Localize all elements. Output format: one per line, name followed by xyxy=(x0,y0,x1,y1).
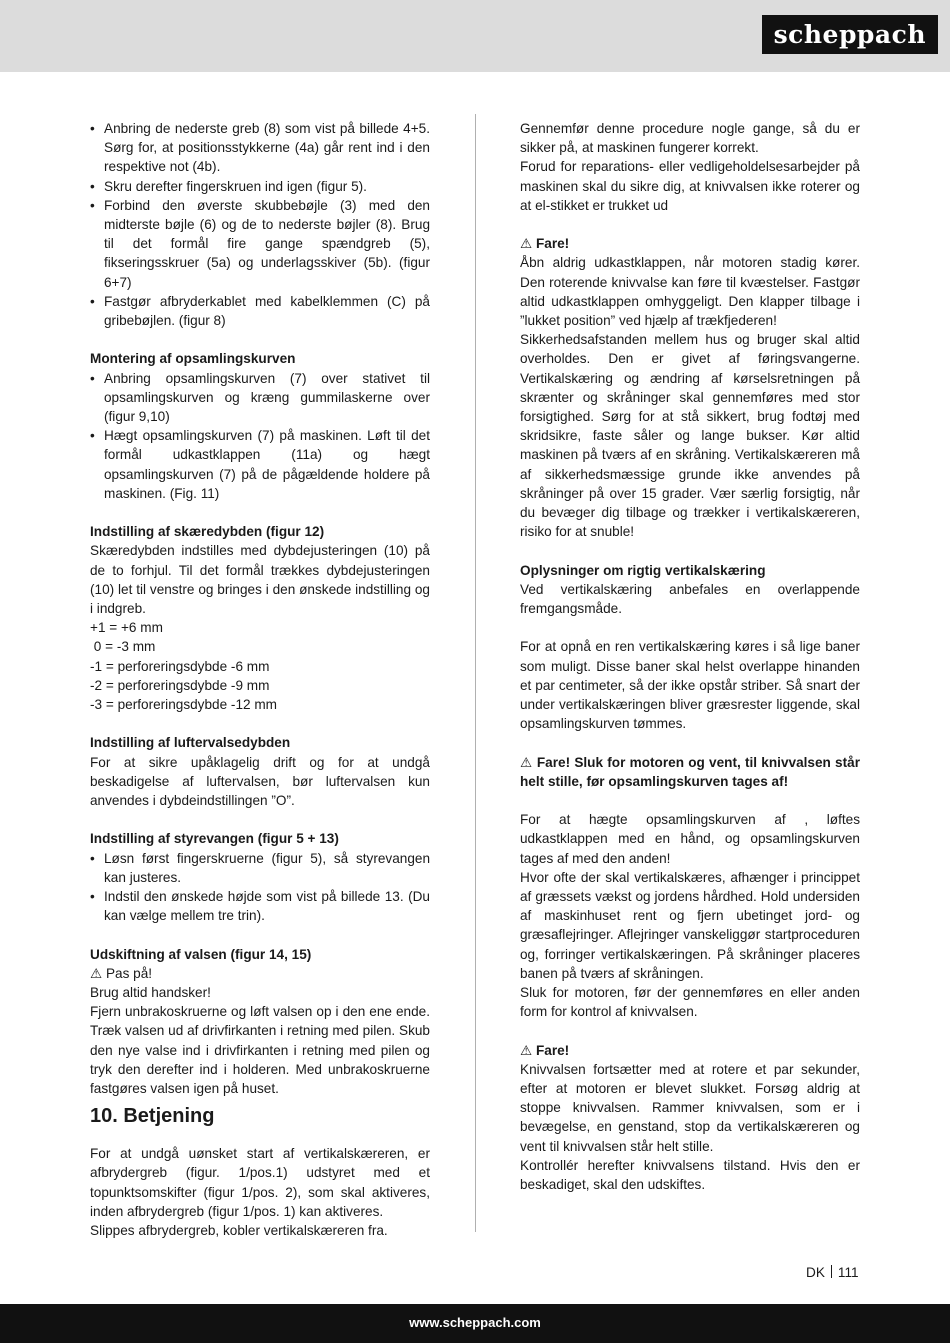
danger-heading xyxy=(520,234,860,253)
section-heading: Oplysninger om rigtig vertikalskæring xyxy=(520,562,766,578)
list-item: • Forbind den øverste skubbebøjle (3) med den midterste bøjle (6) og de to nederste bøjler (8). Brug til det formål fire gange spændgreb (5), fikseringsskruer (5a) og underlagsskiver (5b). (figur 6+7) xyxy=(90,196,430,292)
left-column xyxy=(90,119,430,1240)
list-item: • Anbring de nederste greb (8) som vist på billede 4+5. Sørg for, at positionsstykkerne (4a) går rent ind i den respektive not (4b). xyxy=(90,119,430,177)
page-number xyxy=(806,1265,859,1280)
paragraph: Brug altid handsker! xyxy=(90,985,211,1001)
paragraph: For at undgå uønsket start af vertikalskæreren, er afbrydergreb (figur. 1/pos.1) udstyret med et topunktsomskifter (figur 1/pos. 2), som skal aktiveres, inden afbrydergreb (figur 1/pos. 1) kan aktiveres. xyxy=(90,1146,430,1219)
paragraph: For at sikre upåklagelig drift og for at undgå beskadigelse af luftervalsen, bør luftervalsen kun anvendes i dybdeindstillingen ”O”. xyxy=(90,754,430,809)
header-band xyxy=(0,0,950,72)
list-item: • Indstil den ønskede højde som vist på billede 13. (Du kan vælge mellem tre trin). xyxy=(90,887,430,925)
section-heading: Indstilling af skæredybden (figur 12) xyxy=(90,524,325,540)
depth-setting-line: 0 = -3 mm xyxy=(90,639,156,655)
paragraph: Skæredybden indstilles med dybdejusteringen (10) på de to forhjul. Til det formål trækkes dybdejusteringen (10) let til venstre og bringes i den ønskede indstilling og i indgreb. xyxy=(90,543,430,617)
paragraph: Sluk for motoren, før der gennemføres en eller anden form for kontrol af knivvalsen. xyxy=(520,985,860,1020)
right-column xyxy=(520,119,860,1194)
paragraph: Sikkerhedsafstanden mellem hus og bruger skal altid overholdes. Den er givet af føringsvangerne. Vertikalskæring og ændring af kørselsretningen på skrænter og skråninger skal gennemføres med stor forsigtighed. Sørg for at stå sikkert, brug fodtøj med skridsikre, faste såler og lange bukser. Kør altid maskinen på tværs af en skråning. Vertikalskæreren må af sikkerhedsmæssige grunde ikke anvendes på skråninger på over 15 grader. Vær særlig forsigtig, når du bevæger dig tilbage og trækker i vertikalskæreren, risiko for at snuble! xyxy=(520,332,860,540)
list-item: • Anbring opsamlingskurven (7) over stativet til opsamlingskurven og kræng gummilaskerne over (figur 9,10) xyxy=(90,369,430,427)
danger-heading-text: Fare! xyxy=(535,236,570,252)
warning-icon: ⚠ xyxy=(520,1042,533,1058)
paragraph: Forud for reparations- eller vedligeholdelsesarbejder på maskinen skal du sikre dig, at knivvalsen ikke roterer og at el-stikket er trukket ud xyxy=(520,159,860,213)
list-item: • Hægt opsamlingskurven (7) på maskinen. Løft til det formål udkastklappen (11a) og hægt opsamlingskurven (7) på de pågældende holdere på maskinen. (Fig. 11) xyxy=(90,426,430,503)
section-heading: Udskiftning af valsen (figur 14, 15) xyxy=(90,946,312,962)
depth-setting-line: -1 = perforeringsdybde -6 mm xyxy=(90,658,270,674)
assembly-bullet-list xyxy=(90,119,430,330)
page-number-value: 111 xyxy=(837,1265,859,1280)
danger-heading xyxy=(520,1041,860,1060)
chapter-title: 10. Betjening xyxy=(90,1105,215,1128)
paragraph: Fjern unbrakoskruerne og løft valsen op i den ene ende. Træk valsen ud af drivfirkanten i retning med pilen. Skub den nye valse ind i drivfirkanten i retning med pilen og tryk den derefter ind i holderen. Med unbrakoskruerne fastgøres valsen igen på huset. xyxy=(90,1004,430,1097)
list-item: • Løsn først fingerskruerne (figur 5), så styrevangen kan justeres. xyxy=(90,849,430,887)
danger-heading xyxy=(520,753,860,791)
paragraph: For at opnå en ren vertikalskæring køres i så lige baner som muligt. Disse baner skal helst overlappe hinanden et par centimeter, så der ikke opstår striber. Så snart der under vertikalskæringen bliver græsrester liggende, skal opsamlingskurven tømmes. xyxy=(520,639,860,732)
paragraph: Ved vertikalskæring anbefales en overlappende fremgangsmåde. xyxy=(520,581,860,617)
paragraph: Kontrollér herefter knivvalsens tilstand. Hvis den er beskadiget, skal den udskiftes. xyxy=(520,1157,860,1193)
montering-bullet-list xyxy=(90,369,430,503)
warning-icon: ⚠ xyxy=(520,754,533,770)
language-code: DK xyxy=(806,1265,825,1280)
warning-icon: ⚠ xyxy=(520,236,533,252)
section-heading: Montering af opsamlingskurven xyxy=(90,351,296,367)
caution-text: Pas på! xyxy=(105,965,153,981)
caution-line xyxy=(90,964,430,983)
section-heading: Indstilling af luftervalsedybden xyxy=(90,735,291,751)
section-heading: Indstilling af styrevangen (figur 5 + 13) xyxy=(90,831,339,847)
paragraph: Gennemfør denne procedure nogle gange, så du er sikker på, at maskinen fungerer korrekt. xyxy=(520,121,860,156)
paragraph: Knivvalsen fortsætter med at rotere et par sekunder, efter at motoren er blevet slukket. Forsøg aldrig at stoppe knivvalsen. Rammer knivvalsen, som er i bevægelse, en genstand, stop da vertikalskæreren og vent til knivvalsen står helt stille. xyxy=(520,1061,860,1154)
depth-setting-line: -2 = perforeringsdybde -9 mm xyxy=(90,677,270,693)
page-number-separator xyxy=(831,1265,832,1278)
depth-setting-line: -3 = perforeringsdybde -12 mm xyxy=(90,697,278,713)
list-item: • Skru derefter fingerskruen ind igen (figur 5). xyxy=(90,177,430,196)
list-item: • Fastgør afbryderkablet med kabelklemmen (C) på gribebøjlen. (figur 8) xyxy=(90,292,430,330)
paragraph: For at hægte opsamlingskurven af , løftes udkastklappen med en hånd, og opsamlingskurven tages af med den anden! xyxy=(520,812,860,866)
danger-heading-text: Fare! Sluk for motoren og vent, til knivvalsen står helt stille, før opsamlingskurven tages af! xyxy=(520,754,860,789)
footer-band xyxy=(0,1304,950,1343)
depth-setting-line: +1 = +6 mm xyxy=(90,620,163,636)
column-divider xyxy=(475,114,476,1232)
footer-url[interactable]: www.scheppach.com xyxy=(409,1315,541,1330)
warning-icon: ⚠ xyxy=(90,965,103,981)
styrevangen-bullet-list xyxy=(90,849,430,926)
paragraph: Åbn aldrig udkastklappen, når motoren stadig kører. Den roterende knivvalse kan føre til kvæstelser. Fastgør altid udkastklappen omhyggeligt. Den klapper tilbage i ”lukket position” ved hjælp af trækfjederen! xyxy=(520,255,860,329)
paragraph: Hvor ofte der skal vertikalskæres, afhænger i princippet af græssets vækst og jordens hårdhed. Hold undersiden af maskinhuset rent og fjern ubetinget jord- og græsaflejringer. Aflejringer vanskeliggør startproceduren og, forringer vertikalskæringen. På skråninger placeres banen på tværs af skråningen. xyxy=(520,869,860,981)
danger-heading-text: Fare! xyxy=(535,1042,570,1058)
scheppach-logo: scheppach xyxy=(762,15,938,54)
paragraph: Slippes afbrydergreb, kobler vertikalskæreren fra. xyxy=(90,1223,388,1239)
